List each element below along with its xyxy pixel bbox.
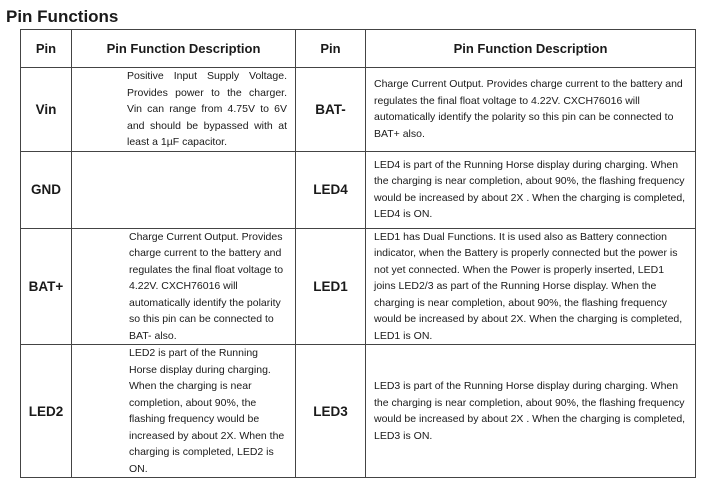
table-row <box>21 151 696 228</box>
table-row <box>21 68 696 152</box>
pin-name: LED1 <box>296 228 366 345</box>
pin-name: LED2 <box>21 345 72 478</box>
column-header-pin: Pin <box>21 30 72 68</box>
pin-description: LED2 is part of the Running Horse display during charging. When the charging is near completion, about 90%, the flashing frequency would be increased by about 2X. When the charging is completed, LED2 is ON. <box>72 345 296 478</box>
table-header-row <box>21 30 696 68</box>
pin-name: BAT- <box>296 68 366 152</box>
pin-name: Vin <box>21 68 72 152</box>
table-row <box>21 228 696 345</box>
pin-name: LED3 <box>296 345 366 478</box>
table-row <box>21 345 696 478</box>
pin-name: BAT+ <box>21 228 72 345</box>
pin-name: LED4 <box>296 151 366 228</box>
pin-description: LED3 is part of the Running Horse display during charging. When the charging is near completion, about 90%, the flashing frequency would be increased by about 2X . When the charging is completed, LED3 is ON. <box>366 345 696 478</box>
pin-description: Positive Input Supply Voltage. Provides power to the charger. Vin can range from 4.75V to 6V and should be bypassed with at least a 1µF capacitor. <box>72 68 296 152</box>
pin-description: LED1 has Dual Functions. It is used also as Battery connection indicator, when the Battery is properly connected but the power is not yet connected. When the Power is properly inserted, LED1 joins LED2/3 as part of the Running Horse display. When the charging is near completion, about 90%, the flashing frequency would be increased by about 2X. When the charging is completed, LED1 is ON. <box>366 228 696 345</box>
pin-description: LED4 is part of the Running Horse display during charging. When the charging is near completion, about 90%, the flashing frequency would be increased by about 2X . When the charging is completed, LED4 is ON. <box>366 151 696 228</box>
column-header-description: Pin Function Description <box>366 30 696 68</box>
column-header-description: Pin Function Description <box>72 30 296 68</box>
page-title: Pin Functions <box>6 7 119 26</box>
pin-functions-table <box>20 29 696 478</box>
pin-description: Charge Current Output. Provides charge current to the battery and regulates the final float voltage to 4.22V. CXCH76016 will automatically identify the polarity so this pin can be connected to BAT+ also. <box>366 68 696 152</box>
pin-description: Charge Current Output. Provides charge current to the battery and regulates the final float voltage to 4.22V. CXCH76016 will automatically identify the polarity so this pin can be connected to BAT- also. <box>72 228 296 345</box>
pin-description <box>72 151 296 228</box>
pin-name: GND <box>21 151 72 228</box>
column-header-pin: Pin <box>296 30 366 68</box>
